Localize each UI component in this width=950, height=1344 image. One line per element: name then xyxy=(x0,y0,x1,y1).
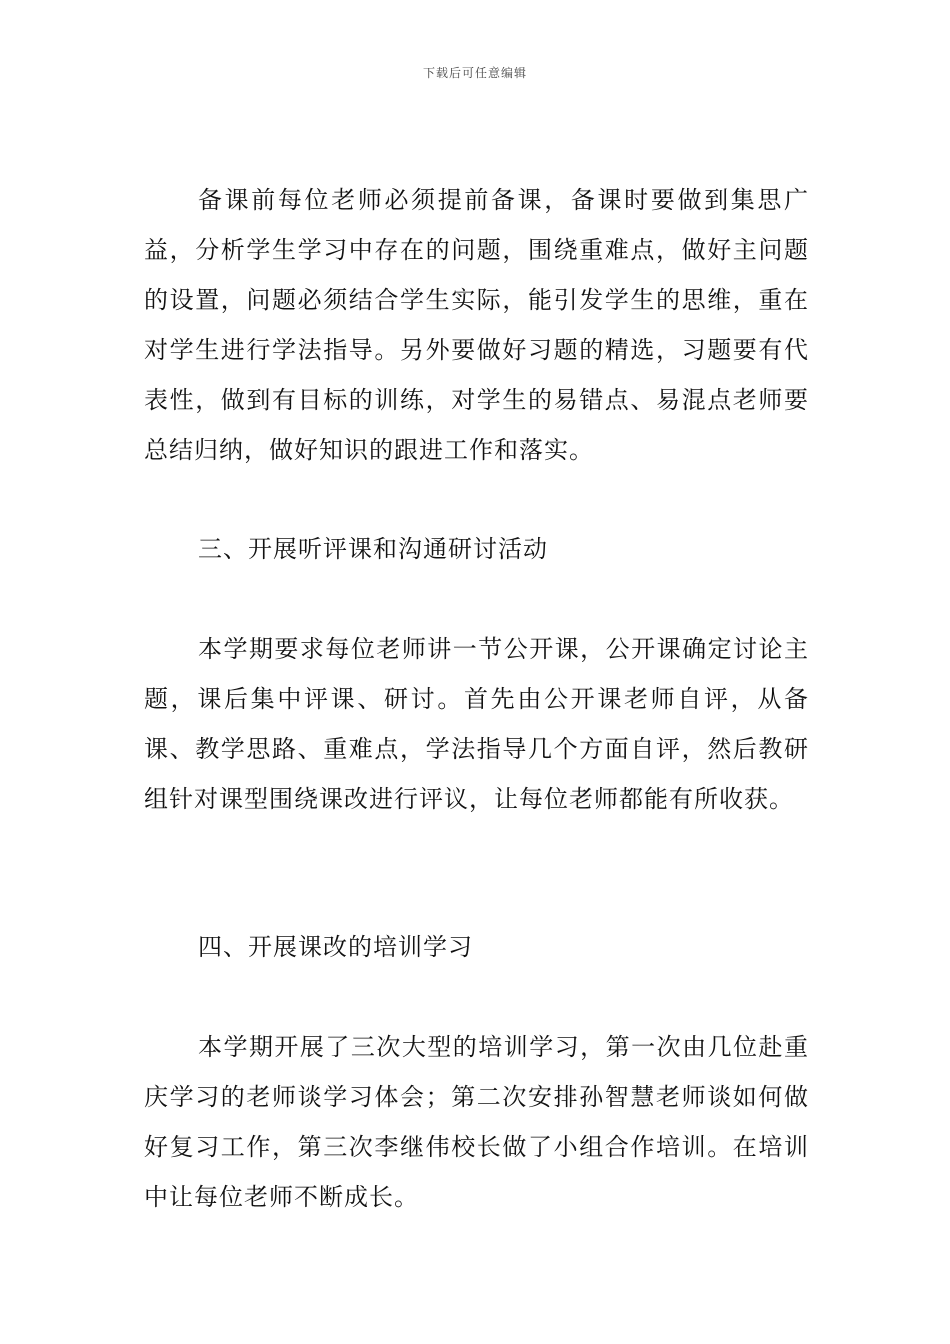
body-paragraph-open-class: 本学期要求每位老师讲一节公开课，公开课确定讨论主题，课后集中评课、研讨。首先由公开课老师自评，从备课、教学思路、重难点，学法指导几个方面自评，然后教研组针对课型围绕课改进行评议，让每位老师都能有所收获。 xyxy=(144,635,809,813)
section-heading-4: 四、开展课改的培训学习 xyxy=(198,933,473,961)
page-header-note: 下载后可任意编辑 xyxy=(422,66,527,80)
body-paragraph-training: 本学期开展了三次大型的培训学习，第一次由几位赴重庆学习的老师谈学习体会；第二次安排孙智慧老师谈如何做好复习工作，第三次李继伟校长做了小组合作培训。在培训中让每位老师不断成长。 xyxy=(144,1033,809,1211)
body-paragraph-lesson-prep: 备课前每位老师必须提前备课，备课时要做到集思广益，分析学生学习中存在的问题，围绕重难点，做好主问题的设置，问题必须结合学生实际，能引发学生的思维，重在对学生进行学法指导。另外要做好习题的精选，习题要有代表性，做到有目标的训练，对学生的易错点、易混点老师要总结归纳，做好知识的跟进工作和落实。 xyxy=(144,186,809,464)
section-heading-3: 三、开展听评课和沟通研讨活动 xyxy=(198,535,548,563)
